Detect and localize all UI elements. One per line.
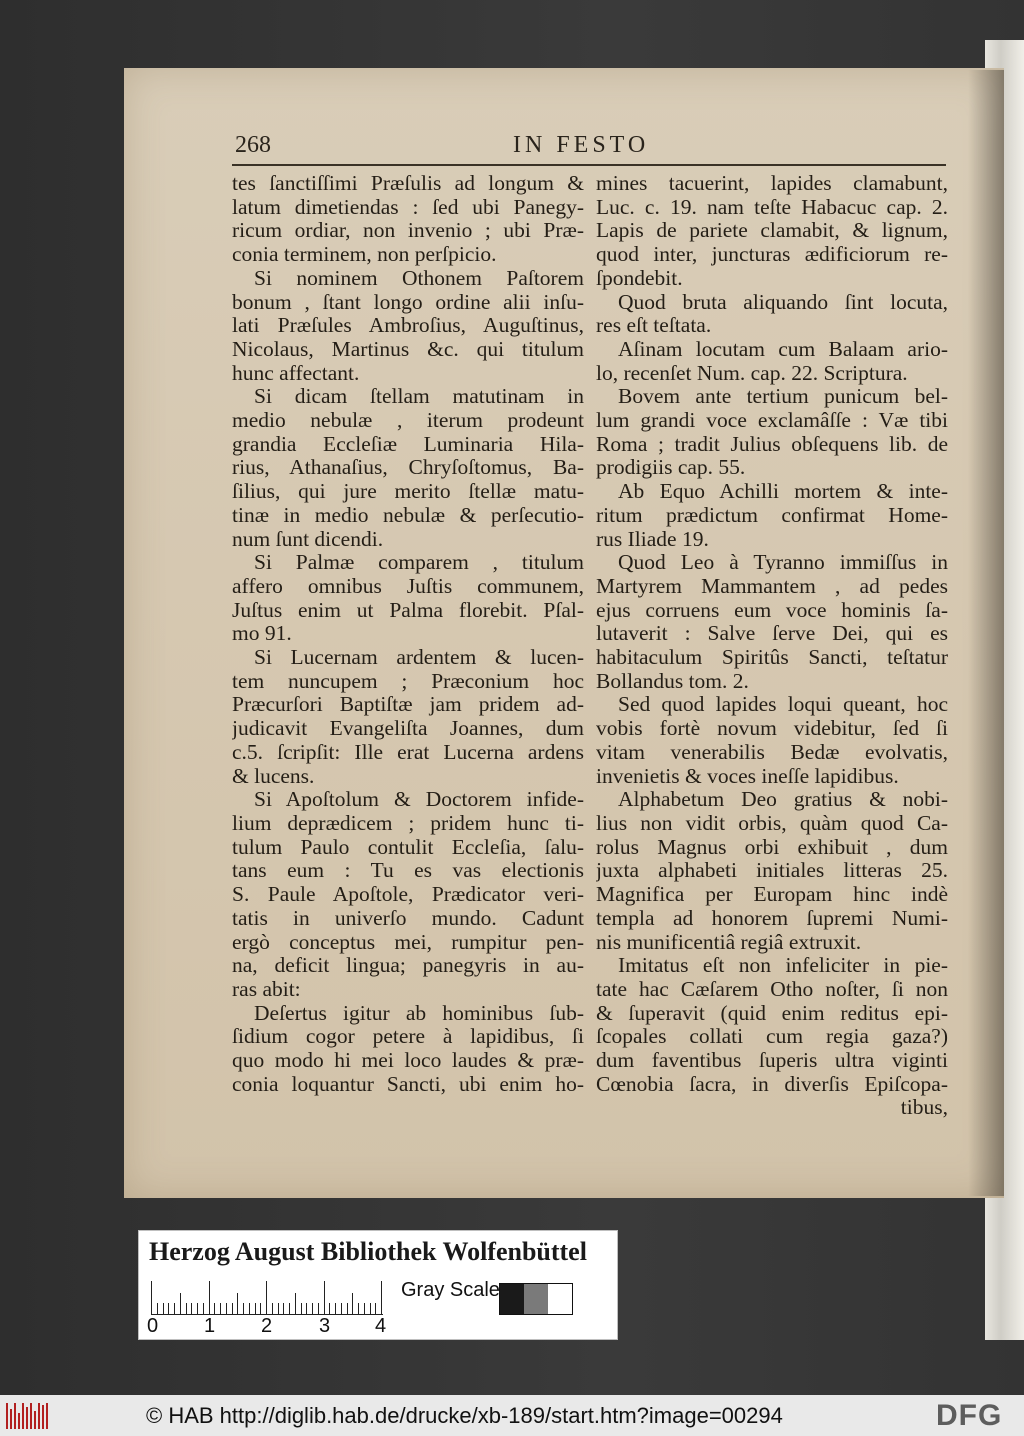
text-line: Roma ; tradit Julius obſequens lib. de xyxy=(596,432,948,456)
ruler-tick xyxy=(306,1303,307,1315)
text-line: lo, recenſet Num. cap. 22. Scriptura. xyxy=(596,361,908,385)
scale-number: 3 xyxy=(319,1315,331,1337)
dfg-logo: DFG xyxy=(936,1399,1003,1432)
barcode-bar xyxy=(30,1403,32,1429)
text-line: ſilius, qui jure merito ſtellæ matu- xyxy=(232,480,584,504)
ruler-tick xyxy=(375,1303,376,1315)
text-line: quo modo hi mei loco laudes & præ- xyxy=(232,1049,584,1073)
ruler-tick xyxy=(214,1303,215,1315)
text-line: Lapis de pariete clamabit, & lignum, xyxy=(596,219,948,243)
text-line: Quod Leo à Tyranno immiſſus in xyxy=(618,551,948,575)
ruler-tick xyxy=(266,1281,267,1315)
text-line: mo 91. xyxy=(232,622,292,646)
barcode-bar xyxy=(14,1403,16,1429)
text-line: dum faventibus ſuperis ultra viginti xyxy=(596,1049,948,1073)
ruler-tick xyxy=(243,1303,244,1315)
barcode-bar xyxy=(10,1409,12,1429)
library-color-card xyxy=(138,1230,618,1340)
ruler-tick xyxy=(151,1281,152,1315)
text-line: tatis in univerſo mundo. Cadunt xyxy=(232,906,584,930)
ruler-tick xyxy=(260,1303,261,1315)
text-line: hunc affectant. xyxy=(232,361,360,385)
text-line: lius non vidit orbis, quàm quod Ca- xyxy=(596,811,948,835)
text-line: ergò conceptus mei, rumpitur pen- xyxy=(232,930,584,954)
ruler-tick xyxy=(335,1303,336,1315)
barcode-bar xyxy=(46,1403,48,1429)
ruler-tick xyxy=(163,1303,164,1315)
ruler-tick xyxy=(220,1303,221,1315)
footer-credit-link[interactable]: © HAB http://diglib.hab.de/drucke/xb-189/start.htm?image=00294 xyxy=(146,1403,783,1428)
text-line: lum grandi voce exclamâſſe : Væ tibi xyxy=(596,409,948,433)
text-line: tans eum : Tu es vas electionis xyxy=(232,859,584,883)
text-line: templa ad honorem ſupremi Numi- xyxy=(596,906,948,930)
text-line: tem nuncupem ; Præconium hoc xyxy=(232,669,584,693)
ruler-tick xyxy=(347,1303,348,1315)
barcode-bar xyxy=(38,1403,40,1429)
ruler-tick xyxy=(352,1293,353,1315)
left-text-column xyxy=(232,172,584,1096)
footer-bar xyxy=(0,1395,1024,1436)
text-line: Si dicam ſtellam matutinam in xyxy=(254,385,584,409)
text-line: Quod bruta aliquando ſint locuta, xyxy=(618,290,948,314)
text-line: tinæ in medio nebulæ & perſecutio- xyxy=(232,503,584,527)
page-gutter-shadow xyxy=(968,70,1004,1196)
text-line: vobis fortè novum videbitur, ſed ſi xyxy=(596,717,948,741)
text-line: tes ſanctiſſimi Præſulis ad longum & xyxy=(232,172,584,195)
ruler-tick xyxy=(197,1303,198,1315)
catchword: tibus, xyxy=(900,1096,948,1120)
library-name: Herzog August Bibliothek Wolfenbüttel xyxy=(149,1237,587,1266)
text-line: lutaverit : Salve ſerve Dei, qui es xyxy=(596,622,948,646)
ruler-tick xyxy=(318,1303,319,1315)
gray-swatch xyxy=(548,1284,572,1314)
ruler-tick xyxy=(283,1303,284,1315)
text-line: Bollandus tom. 2. xyxy=(596,669,749,693)
text-line: na, deficit lingua; panegyris in au- xyxy=(232,954,584,978)
barcode-bar xyxy=(26,1407,28,1429)
gray-scale-swatches xyxy=(499,1283,573,1315)
running-head-title: IN FESTO xyxy=(513,132,650,158)
text-line: juxta alphabeti initiales litteras 25. xyxy=(596,859,948,883)
barcode-icon xyxy=(6,1403,50,1429)
text-line: Bovem ante tertium punicum bel- xyxy=(618,385,948,409)
scale-ruler xyxy=(151,1279,391,1315)
text-line: habitaculum Spiritûs Sancti, teſtatur xyxy=(596,646,948,670)
text-line: Deſertus igitur ab hominibus ſub- xyxy=(254,1001,584,1025)
scale-number: 4 xyxy=(375,1315,387,1337)
ruler-tick xyxy=(191,1303,192,1315)
scale-number: 1 xyxy=(204,1315,216,1337)
text-line: tate hac Cæſarem Otho noſter, ſi non xyxy=(596,977,948,1001)
text-line: invenietis & voces ineſſe lapidibus. xyxy=(596,764,899,788)
ruler-tick xyxy=(370,1303,371,1315)
text-line: medio nebulæ , iterum prodeunt xyxy=(232,409,584,433)
text-line: Alphabetum Deo gratius & nobi- xyxy=(618,788,948,812)
ruler-tick xyxy=(324,1281,325,1315)
ruler-tick xyxy=(226,1303,227,1315)
text-line: lati Præſules Ambroſius, Auguſtinus, xyxy=(232,314,584,338)
text-line: Præcurſori Baptiſtæ jam pridem ad- xyxy=(232,693,584,717)
text-line: tulum Paulo contulit Eccleſia, ſalu- xyxy=(232,835,584,859)
text-line: Si Apoſtolum & Doctorem infide- xyxy=(254,788,584,812)
scale-number: 2 xyxy=(261,1315,273,1337)
text-line: Si Palmæ comparem , titulum xyxy=(254,551,584,575)
text-line: Si nominem Othonem Paſtorem xyxy=(254,266,584,290)
text-line: res eſt teſtata. xyxy=(596,314,712,338)
ruler-tick xyxy=(249,1303,250,1315)
text-line: nis munificentiâ regiâ extruxit. xyxy=(596,930,862,954)
text-line: Imitatus eſt non infeliciter in pie- xyxy=(618,954,948,978)
ruler-tick xyxy=(295,1293,296,1315)
text-line: & lucens. xyxy=(232,764,315,788)
text-line: ſidium cogor petere à lapidibus, ſi xyxy=(232,1025,584,1049)
gray-swatch xyxy=(524,1284,548,1314)
text-line: latum dimetiendas : ſed ubi Panegy- xyxy=(232,195,584,219)
ruler-tick xyxy=(255,1303,256,1315)
text-line: Juſtus enim ut Palma florebit. Pſal- xyxy=(232,598,584,622)
ruler-tick xyxy=(289,1303,290,1315)
text-line: Ab Equo Achilli mortem & inte- xyxy=(618,480,948,504)
text-line: Nicolaus, Martinus &c. qui titulum xyxy=(232,337,584,361)
text-line: Sed quod lapides loqui queant, hoc xyxy=(618,693,948,717)
text-line: conia terminem, non perſpicio. xyxy=(232,243,497,267)
text-line: num ſunt dicendi. xyxy=(232,527,384,551)
running-head xyxy=(235,132,945,162)
text-line: S. Paule Apoſtole, Prædicator veri- xyxy=(232,883,584,907)
ruler-tick xyxy=(341,1303,342,1315)
text-line: Cœnobia ſacra, in diverſis Epiſcopa- xyxy=(596,1072,948,1096)
ruler-tick xyxy=(381,1281,382,1315)
text-line: ejus corruens eum voce hominis ſa- xyxy=(596,598,948,622)
ruler-tick xyxy=(312,1303,313,1315)
text-line: Luc. c. 19. nam teſte Habacuc cap. 2. xyxy=(596,195,948,219)
text-line: prodigiis cap. 55. xyxy=(596,456,746,480)
text-line: bonum , ſtant longo ordine alii inſu- xyxy=(232,290,584,314)
ruler-tick xyxy=(209,1281,210,1315)
text-line: lium deprædicem ; pridem hunc ti- xyxy=(232,811,584,835)
ruler-tick xyxy=(237,1293,238,1315)
text-line: rolus Magnus orbi exhibuit , dum xyxy=(596,835,948,859)
ruler-tick xyxy=(203,1303,204,1315)
text-line: grandia Eccleſiæ Luminaria Hila- xyxy=(232,432,584,456)
text-line: quod inter, juncturas ædificiorum re- xyxy=(596,243,948,267)
text-line: Martyrem Mammantem , ad pedes xyxy=(596,574,948,598)
text-line: Si Lucernam ardentem & lucen- xyxy=(254,646,584,670)
ruler-tick xyxy=(364,1303,365,1315)
text-line: rius, Athanaſius, Chryſoſtomus, Ba- xyxy=(232,456,584,480)
ruler-tick xyxy=(174,1303,175,1315)
text-line: judicavit Evangeliſta Joannes, dum xyxy=(232,717,584,741)
text-line: ricum ordiar, non invenio ; ubi Præ- xyxy=(232,219,584,243)
barcode-bar xyxy=(6,1403,8,1429)
text-line: vitam venerabilis Bedæ evolvatis, xyxy=(596,740,948,764)
text-line: affero omnibus Juſtis communem, xyxy=(232,574,584,598)
text-line: c.5. ſcripſit: Ille erat Lucerna ardens xyxy=(232,740,584,764)
ruler-tick xyxy=(180,1293,181,1315)
text-line: rus Iliade 19. xyxy=(596,527,709,551)
text-line: ritum prædictum confirmat Home- xyxy=(596,503,948,527)
ruler-tick xyxy=(157,1303,158,1315)
ruler-tick xyxy=(358,1303,359,1315)
right-text-column xyxy=(596,172,948,1120)
text-line: mines tacuerint, lapides clamabunt, xyxy=(596,172,948,195)
gray-scale-label: Gray Scale xyxy=(401,1279,500,1301)
ruler-tick xyxy=(301,1303,302,1315)
barcode-bar xyxy=(42,1405,44,1429)
ruler-tick xyxy=(168,1303,169,1315)
scale-number: 0 xyxy=(147,1315,159,1337)
barcode-bar xyxy=(18,1413,20,1429)
text-line: Magnifica per Europam hinc indè xyxy=(596,883,948,907)
barcode-bar xyxy=(22,1403,24,1429)
head-rule xyxy=(232,164,946,166)
ruler-tick xyxy=(232,1303,233,1315)
ruler-tick xyxy=(186,1303,187,1315)
gray-swatch xyxy=(500,1284,524,1314)
text-line: & ſuperavit (quid enim reditus epi- xyxy=(596,1001,948,1025)
ruler-tick xyxy=(278,1303,279,1315)
ruler-tick xyxy=(272,1303,273,1315)
text-line: Aſinam locutam cum Balaam ario- xyxy=(618,337,948,361)
text-line: ras abit: xyxy=(232,977,301,1001)
text-line: conia loquantur Sancti, ubi enim ho- xyxy=(232,1072,584,1096)
ruler-tick xyxy=(329,1303,330,1315)
barcode-bar xyxy=(34,1411,36,1429)
page-number: 268 xyxy=(235,132,271,158)
text-line: ſcopales collati cum regia gaza?) xyxy=(596,1025,948,1049)
text-line: ſpondebit. xyxy=(596,266,683,290)
